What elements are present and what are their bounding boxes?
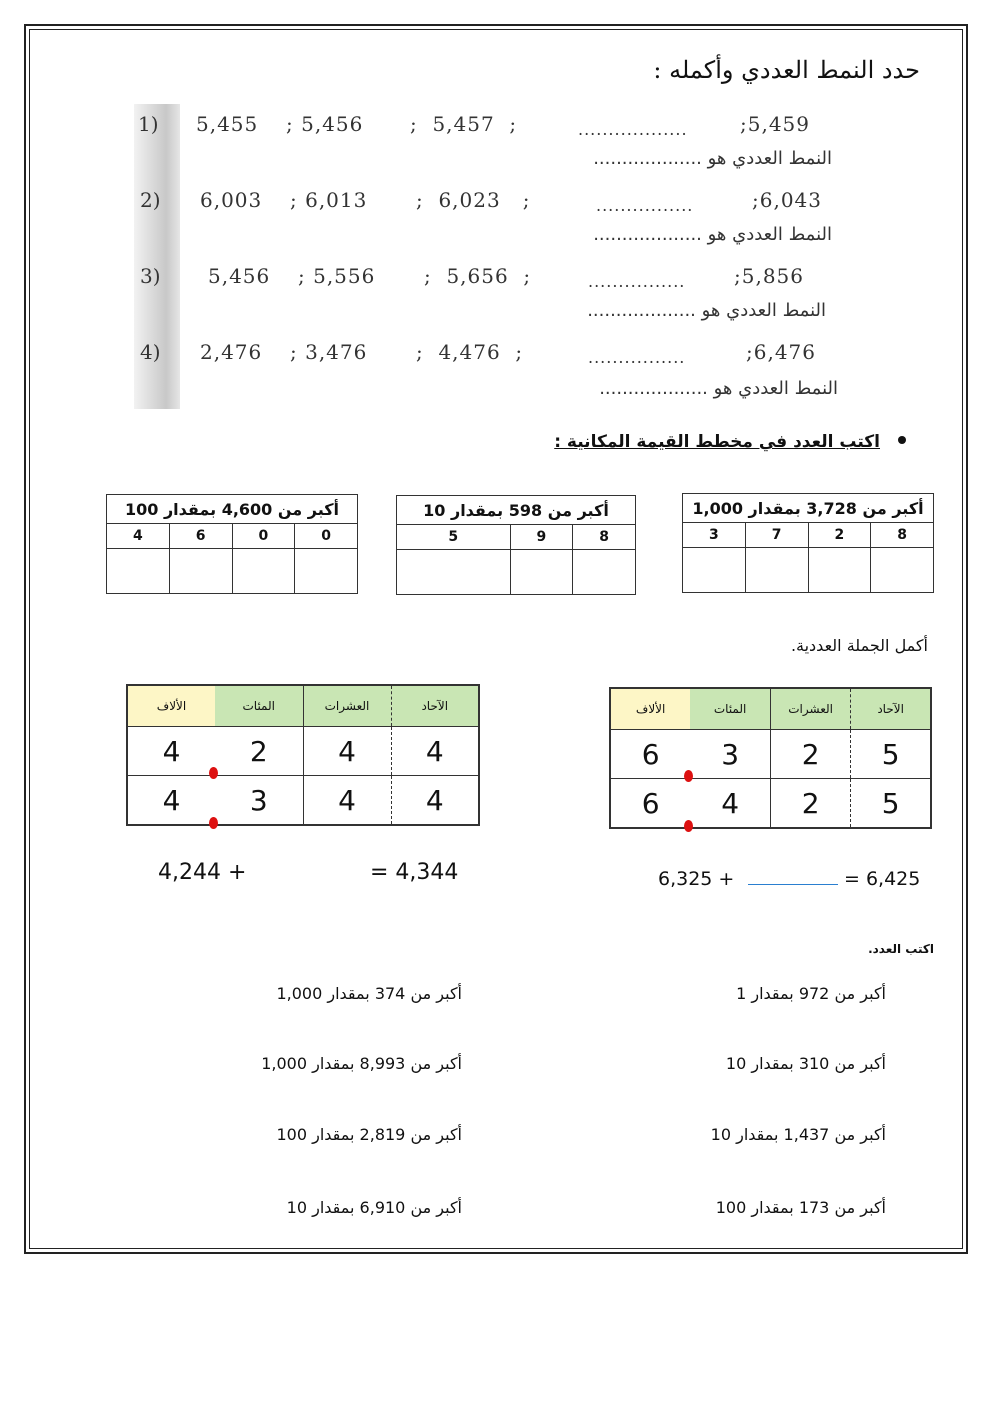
exercise-item: أكبر من 6,910 بمقدار 10: [286, 1198, 462, 1217]
pattern-term: 5,455: [196, 112, 259, 136]
pattern-blank[interactable]: ..................: [578, 120, 688, 139]
exercise-item: أكبر من 310 بمقدار 10: [725, 1054, 886, 1073]
digit-cell: 0: [232, 524, 295, 549]
digit-cell: 4: [303, 727, 391, 776]
digit-cell: 6: [610, 730, 690, 779]
comma-marker-icon: [209, 817, 218, 829]
pattern-answer-label[interactable]: النمط العددي هو ...................: [593, 224, 832, 245]
table-title: أكبر من 4,600 بمقدار 100: [107, 495, 358, 524]
digit-cell: 6: [169, 524, 232, 549]
exercise-item: أكبر من 374 بمقدار 1,000: [276, 984, 462, 1003]
digit-cell: 4: [127, 727, 215, 776]
header-thousands: الألاف: [127, 685, 215, 727]
place-value-table-1: [106, 494, 358, 594]
section-title-place-value: اكتب العدد في مخطط القيمة المكانية :: [554, 432, 880, 452]
pattern-term: ; 3,476: [290, 340, 368, 364]
pattern-index: 2): [140, 188, 161, 212]
digit-cell: 7: [745, 523, 808, 548]
pattern-term: ;5,459: [740, 112, 810, 136]
digit-cell: 2: [215, 727, 303, 776]
header-hundreds: المئات: [215, 685, 303, 727]
answer-cell[interactable]: [107, 549, 170, 594]
answer-cell[interactable]: [295, 549, 358, 594]
digit-cell: 4: [391, 776, 479, 826]
digit-cell: 4: [127, 776, 215, 826]
answer-cell[interactable]: [397, 550, 511, 595]
digit-cell: 2: [808, 523, 871, 548]
equation-left-rhs: = 4,344: [370, 860, 459, 885]
digit-cell: 5: [851, 730, 931, 779]
place-value-table-3: [682, 493, 934, 593]
place-value-table-2: [396, 495, 636, 595]
comma-marker-icon: [209, 767, 218, 779]
header-ones: الآحاد: [851, 688, 931, 730]
digit-cell: 6: [610, 779, 690, 829]
digit-cell: 2: [771, 779, 851, 829]
pattern-term: ;6,476: [746, 340, 816, 364]
answer-cell[interactable]: [573, 550, 636, 595]
equation-right-rhs: = 6,425: [844, 868, 921, 890]
pattern-term: ; 6,013: [290, 188, 368, 212]
digit-cell: 3: [215, 776, 303, 826]
comma-marker-icon: [684, 820, 693, 832]
pattern-term: ; 4,476 ;: [416, 340, 524, 364]
digit-cell: 4: [303, 776, 391, 826]
header-hundreds: المئات: [690, 688, 770, 730]
pattern-term: ;6,043: [752, 188, 822, 212]
header-tens: العشرات: [771, 688, 851, 730]
pattern-blank[interactable]: ................: [596, 196, 694, 215]
digit-cell: 5: [397, 525, 511, 550]
answer-cell[interactable]: [871, 548, 934, 593]
digit-cell: 4: [391, 727, 479, 776]
header-ones: الآحاد: [391, 685, 479, 727]
answer-cell[interactable]: [683, 548, 746, 593]
digit-cell: 8: [573, 525, 636, 550]
digit-cell: 4: [690, 779, 770, 829]
exercise-item: أكبر من 173 بمقدار 100: [715, 1198, 886, 1217]
place-value-chart-left: [126, 684, 480, 826]
exercise-item: أكبر من 2,819 بمقدار 100: [276, 1125, 462, 1144]
digit-cell: 3: [690, 730, 770, 779]
table-title: أكبر من 598 بمقدار 10: [397, 496, 636, 525]
bullet-icon: [898, 436, 906, 444]
header-tens: العشرات: [303, 685, 391, 727]
header-thousands: الألاف: [610, 688, 690, 730]
answer-cell[interactable]: [808, 548, 871, 593]
pattern-answer-label[interactable]: النمط العددي هو ...................: [599, 378, 838, 399]
pattern-term: ; 5,456: [286, 112, 364, 136]
digit-cell: 9: [510, 525, 573, 550]
pattern-term: ;5,856: [734, 264, 804, 288]
exercise-item: أكبر من 8,993 بمقدار 1,000: [261, 1054, 462, 1073]
section-title-write: اكتب العدد.: [868, 942, 934, 956]
equation-left-lhs: 4,244 +: [158, 860, 247, 885]
table-title: أكبر من 3,728 بمقدار 1,000: [683, 494, 934, 523]
pattern-term: ; 5,556: [298, 264, 376, 288]
digit-cell: 4: [107, 524, 170, 549]
section-title-complete: أكمل الجملة العددية.: [790, 636, 928, 655]
pattern-index: 3): [140, 264, 161, 288]
comma-marker-icon: [684, 770, 693, 782]
answer-cell[interactable]: [232, 549, 295, 594]
pattern-term: ; 6,023 ;: [416, 188, 531, 212]
exercise-item: أكبر من 972 بمقدار 1: [736, 984, 886, 1003]
pattern-blank[interactable]: ................: [588, 348, 686, 367]
digit-cell: 2: [771, 730, 851, 779]
equation-answer-blank[interactable]: [748, 884, 838, 885]
pattern-term: 6,003: [200, 188, 263, 212]
answer-cell[interactable]: [745, 548, 808, 593]
pattern-index: 4): [140, 340, 161, 364]
pattern-term: 2,476: [200, 340, 263, 364]
pattern-term: ; 5,656 ;: [424, 264, 532, 288]
pattern-term: ; 5,457 ;: [410, 112, 518, 136]
pattern-index: 1): [138, 112, 159, 136]
pattern-answer-label[interactable]: النمط العددي هو ...................: [593, 148, 832, 169]
digit-cell: 5: [851, 779, 931, 829]
digit-cell: 0: [295, 524, 358, 549]
answer-cell[interactable]: [169, 549, 232, 594]
pattern-term: 5,456: [208, 264, 271, 288]
equation-right-lhs: 6,325 +: [658, 868, 735, 890]
place-value-chart-right: [609, 687, 932, 829]
exercise-item: أكبر من 1,437 بمقدار 10: [710, 1125, 886, 1144]
section-title-patterns: حدد النمط العددي وأكمله :: [653, 56, 920, 84]
pattern-answer-label[interactable]: النمط العددي هو ...................: [587, 300, 826, 321]
digit-cell: 8: [871, 523, 934, 548]
pattern-blank[interactable]: ................: [588, 272, 686, 291]
digit-cell: 3: [683, 523, 746, 548]
answer-cell[interactable]: [510, 550, 573, 595]
